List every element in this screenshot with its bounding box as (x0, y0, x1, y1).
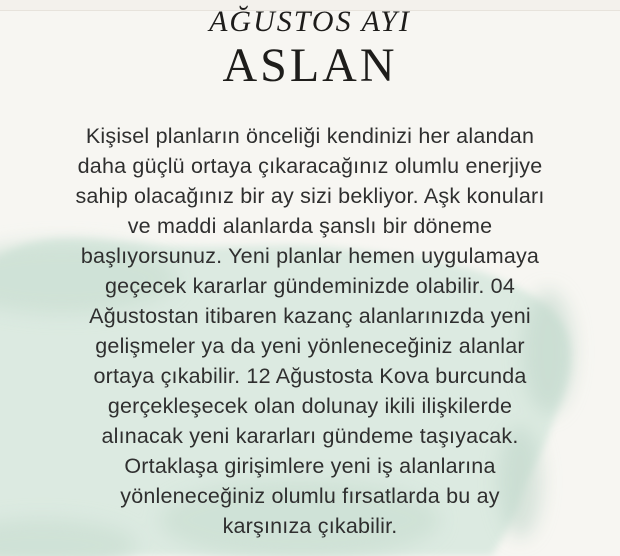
body-text-line: Ortaklaşa girişimlere yeni iş alanlarına (124, 454, 496, 478)
zodiac-sign-title: ASLAN (222, 39, 398, 92)
month-label: AĞUSTOS AYI (209, 5, 411, 38)
body-text-line: Kişisel planların önceliği kendinizi her alandan (85, 124, 535, 148)
body-text-line: geçecek kararlar gündeminizde olabilir. 04 (105, 274, 515, 298)
body-text-line: karşınıza çıkabilir. (222, 514, 398, 538)
body-text-line: gerçekleşecek olan dolunay ikili ilişkilerde (107, 394, 513, 418)
body-text-line: alınacak yeni kararları gündeme taşıyacak. (101, 424, 519, 448)
body-text-line: sahip olacağınız bir ay sizi bekliyor. Aşk konuları (75, 184, 545, 208)
body-text-line: gelişmeler ya da yeni yönleneceğiniz alanlar (95, 334, 525, 358)
body-text-line: ve maddi alanlarda şanslı bir döneme (127, 214, 493, 238)
body-text-line: Ağustostan itibaren kazanç alanlarınızda yeni (89, 304, 531, 328)
horoscope-paragraph (0, 121, 620, 541)
body-text-line: yönleneceğiniz olumlu fırsatlarda bu ay (120, 484, 500, 508)
body-text-line: ortaya çıkabilir. 12 Ağustosta Kova burcunda (93, 364, 527, 388)
body-text-line: başlıyorsunuz. Yeni planlar hemen uygulamaya (80, 244, 540, 268)
body-text-line: daha güçlü ortaya çıkaracağınız olumlu enerjiye (77, 154, 543, 178)
